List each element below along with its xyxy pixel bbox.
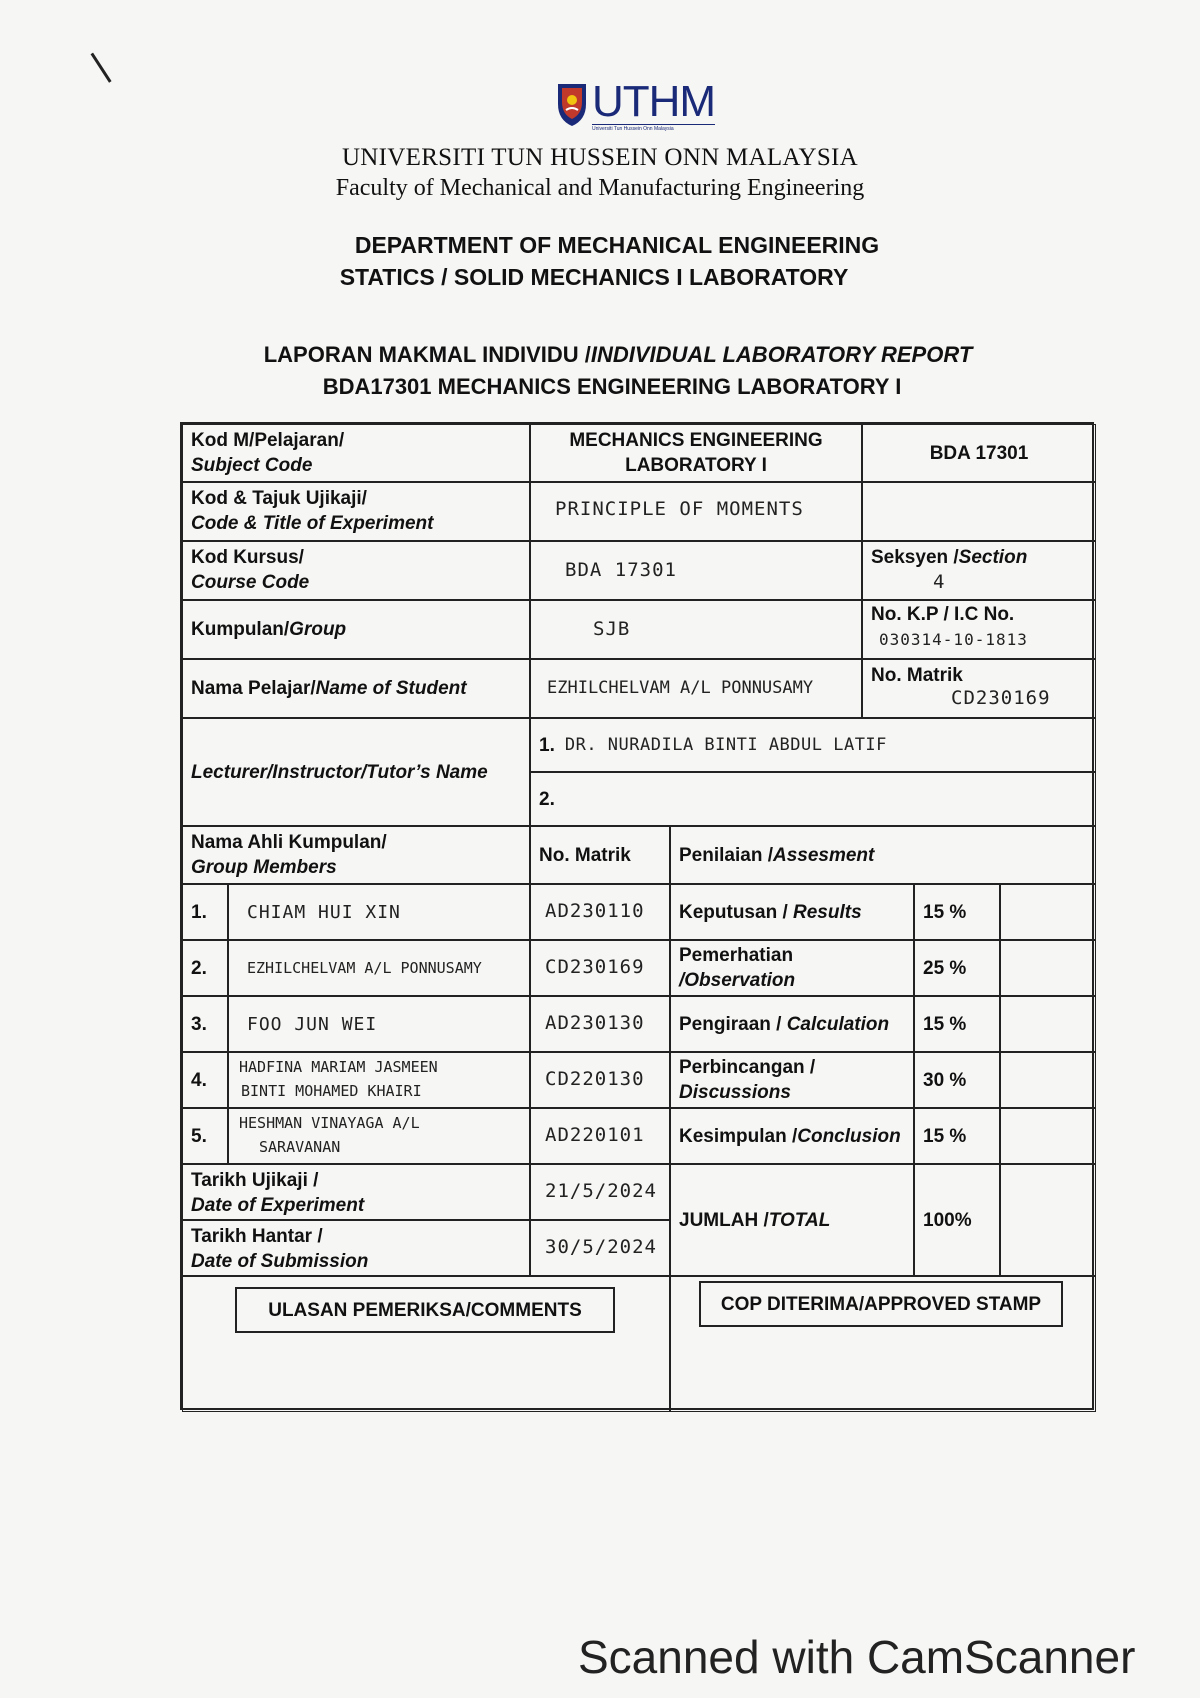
member-name-field[interactable]: [228, 1052, 530, 1108]
date-experiment-value: 21/5/2024: [545, 1180, 657, 1202]
member-matrik-value: CD230169: [545, 956, 645, 978]
member-number: 1.: [182, 884, 228, 940]
member-name-line-1: HESHMAN VINAYAGA A/L: [239, 1114, 420, 1132]
assessment-label-text: Calculation: [786, 1013, 890, 1035]
member-number: 4.: [182, 1052, 228, 1108]
section-cell[interactable]: [862, 541, 1096, 600]
section-label: Seksyen /Section: [871, 547, 1028, 568]
assessment-label-text: Pemerhatian: [679, 945, 794, 966]
member-matrik-value: AD220101: [545, 1124, 645, 1146]
assessment-label-text: Keputusan /: [679, 901, 794, 923]
comments-box[interactable]: ULASAN PEMERIKSA/COMMENTS: [235, 1287, 615, 1333]
department-title: DEPARTMENT OF MECHANICAL ENGINEERING: [354, 232, 880, 258]
course-code-value: BDA 17301: [565, 559, 677, 581]
lecturer-label: Lecturer/Instructor/Tutor’s Name: [182, 718, 530, 826]
member-matrik-field[interactable]: [530, 1052, 670, 1108]
assessment-weight: 15 %: [914, 996, 1000, 1052]
lecturer-2-number: 2.: [539, 788, 555, 810]
logo-wordmark: UTHM: [592, 77, 716, 126]
course-line: BDA17301 MECHANICS ENGINEERING LABORATORY I: [322, 374, 902, 399]
assessment-weight: 15 %: [914, 884, 1000, 940]
assessment-label-text: /Observation: [679, 970, 796, 991]
member-name-line-1: CHIAM HUI XIN: [247, 902, 401, 923]
assessment-score-field[interactable]: [1000, 996, 1096, 1052]
experiment-field[interactable]: [530, 482, 862, 541]
report-title: LAPORAN MAKMAL INDIVIDU /INDIVIDUAL LABORATORY REPORT: [263, 342, 973, 367]
course-code-label: Kod Kursus/ Course Code: [182, 541, 530, 600]
ic-label: No. K.P / I.C No.: [871, 604, 1015, 625]
assessment-label: [670, 884, 914, 940]
date-submission-field[interactable]: [530, 1220, 670, 1276]
student-name-field[interactable]: [530, 659, 862, 718]
section-value: 4: [933, 571, 946, 593]
member-name-field[interactable]: [228, 1108, 530, 1164]
subject-code-label: Kod M/Pelajaran/ Subject Code: [182, 424, 530, 482]
assessment-score-field[interactable]: [1000, 884, 1096, 940]
pen-mark: [91, 53, 112, 83]
camscanner-watermark: Scanned with CamScanner: [578, 1631, 1136, 1683]
group-label: Kumpulan/ Group: [182, 600, 530, 659]
date-submission-label: Tarikh Hantar / Date of Submission: [182, 1220, 530, 1276]
subject-code-value: BDA 17301: [862, 424, 1096, 482]
assessment-label: [670, 940, 914, 996]
assessment-label-text: Conclusion: [797, 1125, 901, 1147]
matrik-cell[interactable]: [862, 659, 1096, 718]
assessment-label: Penilaian / Assesment: [670, 826, 1096, 884]
matrik-label: No. Matrik: [871, 665, 963, 686]
assessment-label-text: Pengiraan /: [679, 1013, 787, 1035]
logo-subtext: Universiti Tun Hussein Onn Malaysia: [592, 124, 715, 132]
assessment-label: [670, 1052, 914, 1108]
group-value: SJB: [593, 618, 631, 640]
member-matrik-field[interactable]: [530, 996, 670, 1052]
uthm-logo: [556, 77, 716, 132]
member-name-line-1: FOO JUN WEI: [247, 1014, 378, 1035]
stamp-section: [670, 1276, 1096, 1412]
subject-name: MECHANICS ENGINEERING LABORATORY I: [530, 424, 862, 482]
assessment-label-text: Discussions: [679, 1082, 791, 1103]
lecturer-1-field[interactable]: [530, 718, 1096, 772]
date-experiment-field[interactable]: [530, 1164, 670, 1220]
member-name-line-2: SARAVANAN: [259, 1138, 341, 1156]
member-number: 3.: [182, 996, 228, 1052]
assessment-weight: 30 %: [914, 1052, 1000, 1108]
member-name-line-1: EZHILCHELVAM A/L PONNUSAMY: [247, 959, 482, 977]
assessment-label-text: Perbincangan /: [679, 1057, 816, 1078]
assessment-score-field[interactable]: [1000, 940, 1096, 996]
member-matrik-field[interactable]: [530, 884, 670, 940]
member-name-line-2: BINTI MOHAMED KHAIRI: [241, 1082, 422, 1100]
faculty-name: Faculty of Mechanical and Manufacturing Engineering: [335, 175, 865, 201]
lecturer-1-number: 1.: [539, 734, 555, 756]
member-name-field[interactable]: [228, 996, 530, 1052]
member-name-line-1: HADFINA MARIAM JASMEEN: [239, 1058, 438, 1076]
assessment-score-field[interactable]: [1000, 1052, 1096, 1108]
member-matrik-field[interactable]: [530, 1108, 670, 1164]
member-number: 5.: [182, 1108, 228, 1164]
total-label: JUMLAH / TOTAL: [670, 1164, 914, 1276]
members-label: Nama Ahli Kumpulan/ Group Members: [182, 826, 530, 884]
members-matrik-label: No. Matrik: [530, 826, 670, 884]
course-code-field[interactable]: [530, 541, 862, 600]
member-matrik-value: AD230110: [545, 900, 645, 922]
member-matrik-field[interactable]: [530, 940, 670, 996]
assessment-score-field[interactable]: [1000, 1108, 1096, 1164]
group-field[interactable]: [530, 600, 862, 659]
member-matrik-value: AD230130: [545, 1012, 645, 1034]
experiment-value: PRINCIPLE OF MOMENTS: [555, 498, 804, 520]
student-name-value: EZHILCHELVAM A/L PONNUSAMY: [547, 678, 814, 698]
ic-cell[interactable]: [862, 600, 1096, 659]
experiment-label: Kod & Tajuk Ujikaji/ Code & Title of Experiment: [182, 482, 530, 541]
laboratory-title: STATICS / SOLID MECHANICS I LABORATORY: [339, 264, 849, 290]
assessment-label: [670, 1108, 914, 1164]
report-form: [180, 422, 1094, 1410]
experiment-extra: [862, 482, 1096, 541]
lecturer-1-value: DR. NURADILA BINTI ABDUL LATIF: [564, 734, 887, 755]
shield-icon: [556, 80, 588, 128]
total-value: 100%: [914, 1164, 1000, 1276]
total-score-field[interactable]: [1000, 1164, 1096, 1276]
member-name-field[interactable]: [228, 940, 530, 996]
ic-value: 030314-10-1813: [879, 630, 1028, 649]
university-name: UNIVERSITI TUN HUSSEIN ONN MALAYSIA: [341, 144, 859, 171]
assessment-label: [670, 996, 914, 1052]
member-name-field[interactable]: [228, 884, 530, 940]
stamp-box[interactable]: COP DITERIMA/APPROVED STAMP: [699, 1281, 1063, 1327]
comments-section: [182, 1276, 670, 1412]
member-number: 2.: [182, 940, 228, 996]
date-submission-value: 30/5/2024: [545, 1236, 657, 1258]
lecturer-2-field[interactable]: [530, 772, 1096, 826]
assessment-weight: 25 %: [914, 940, 1000, 996]
student-name-label: Nama Pelajar/ Name of Student: [182, 659, 530, 718]
member-matrik-value: CD220130: [545, 1068, 645, 1090]
assessment-weight: 15 %: [914, 1108, 1000, 1164]
date-experiment-label: Tarikh Ujikaji / Date of Experiment: [182, 1164, 530, 1220]
assessment-label-text: Kesimpulan /: [679, 1125, 798, 1147]
matrik-value: CD230169: [951, 687, 1051, 709]
assessment-label-text: Results: [793, 901, 862, 923]
